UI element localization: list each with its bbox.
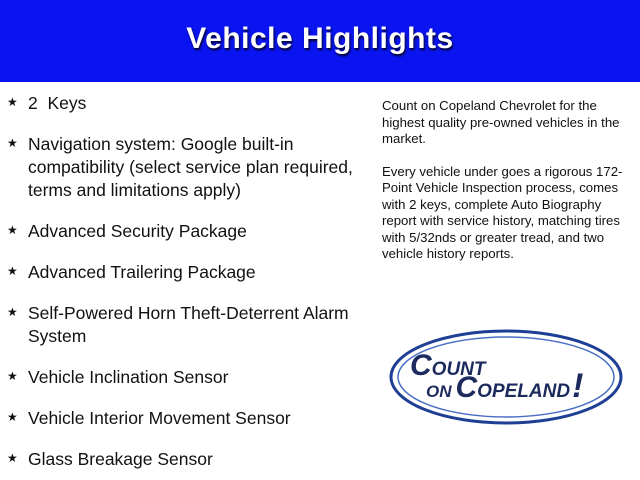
feature-text: Vehicle Inclination Sensor — [28, 367, 229, 387]
star-icon: ★ — [7, 305, 18, 319]
feature-list — [6, 92, 356, 480]
feature-item — [6, 302, 356, 348]
star-icon: ★ — [7, 410, 18, 424]
page-title: Vehicle Highlights — [186, 22, 454, 55]
blurb-paragraph: Every vehicle under goes a rigorous 172-Point Vehicle Inspection process, comes with 2 keys, complete Auto Biography report with service history, matching tires with 5/32nds or greater tread, and two vehicle history reports. — [382, 163, 623, 261]
star-icon: ★ — [7, 369, 18, 383]
feature-text: Advanced Trailering Package — [28, 262, 256, 282]
feature-item — [6, 261, 356, 284]
feature-item — [6, 92, 356, 115]
feature-item — [6, 448, 356, 471]
feature-item — [6, 366, 356, 389]
star-icon: ★ — [7, 451, 18, 465]
feature-text: Glass Breakage Sensor — [28, 449, 213, 469]
feature-text: Self-Powered Horn Theft-Deterrent Alarm System — [28, 303, 349, 346]
feature-item — [6, 133, 356, 202]
star-icon: ★ — [7, 264, 18, 278]
feature-text: Vehicle Interior Movement Sensor — [28, 408, 291, 428]
header-banner — [0, 0, 640, 82]
star-icon: ★ — [7, 223, 18, 237]
logo-line-2: ON COPELAND! — [426, 367, 584, 405]
blurb-paragraph: Count on Copeland Chevrolet for the highest quality pre-owned vehicles in the market. — [382, 98, 620, 146]
logo-line-1: COUNT — [410, 349, 486, 382]
star-icon: ★ — [7, 136, 18, 150]
star-icon: ★ — [7, 95, 18, 109]
feature-text: Advanced Security Package — [28, 221, 247, 241]
count-on-copeland-logo — [388, 327, 624, 427]
feature-text: Navigation system: Google built-in compatibility (select service plan required, terms and limitations apply) — [28, 134, 353, 200]
feature-text: 2 Keys — [28, 93, 87, 113]
feature-item — [6, 220, 356, 243]
dealer-blurb — [382, 98, 632, 263]
feature-item — [6, 407, 356, 430]
